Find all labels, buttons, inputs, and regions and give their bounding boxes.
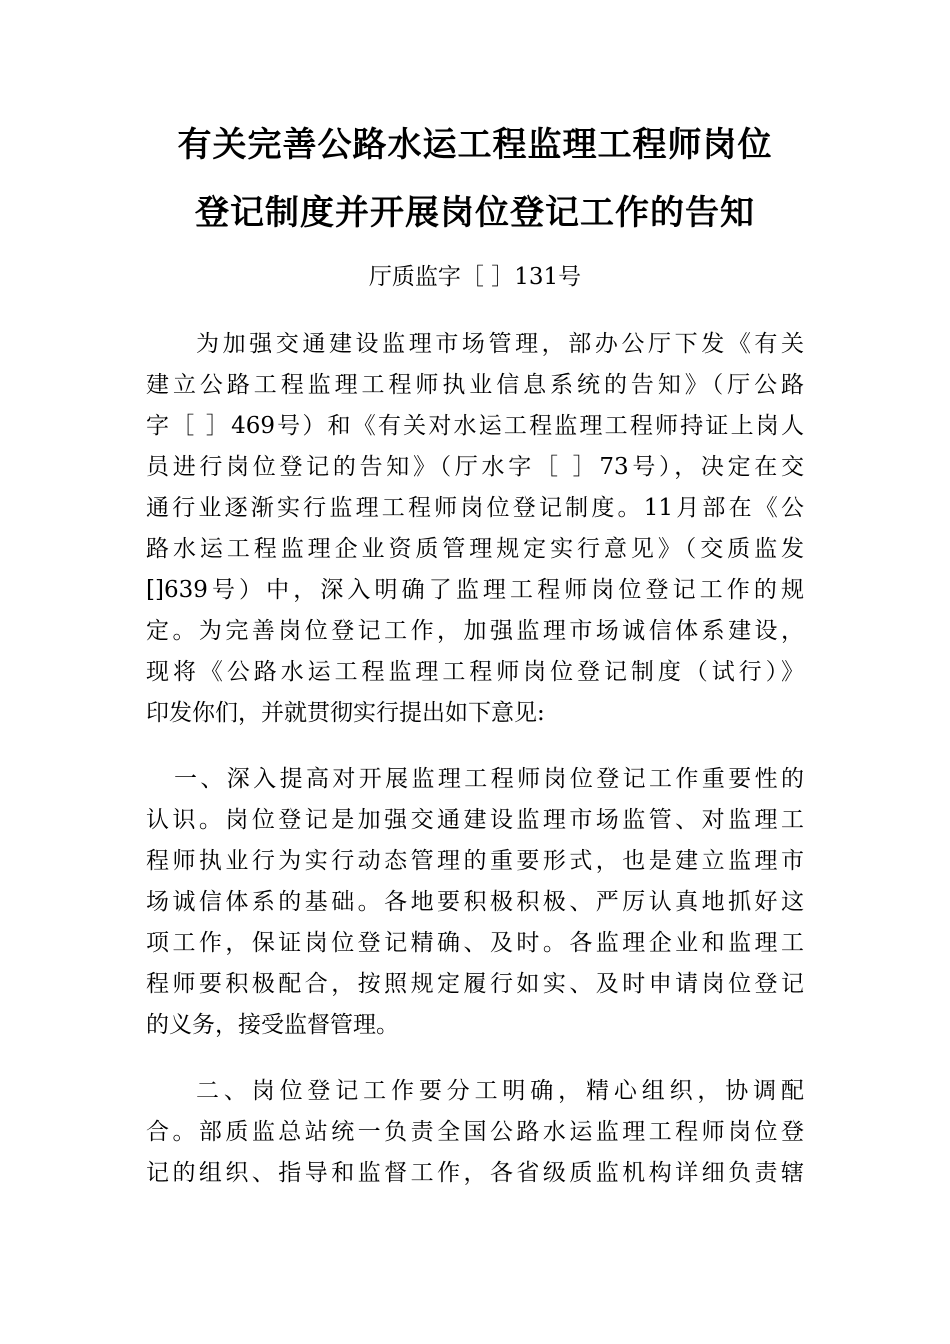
paragraph-2-line-6: 程师要积极配合，按照规定履行如实、及时申请岗位登记 [146, 971, 804, 997]
paragraph-2-line-4: 场诚信体系的基础。各地要积极积极、严厉认真地抓好这 [146, 889, 804, 915]
paragraph-1-line-7: []639号）中，深入明确了监理工程师岗位登记工作的规 [146, 577, 804, 603]
paragraph-1-line-4: 员进行岗位登记的告知》（厅水字［ ］73号），决定在交 [146, 454, 804, 480]
paragraph-3-line-1: 二、岗位登记工作要分工明确，精心组织，协调配 [196, 1078, 804, 1104]
paragraph-2-line-1: 一、深入提高对开展监理工程师岗位登记工作重要性的 [174, 766, 804, 792]
paragraph-1-line-3: 字［ ］469号）和《有关对水运工程监理工程师持证上岗人 [146, 413, 804, 439]
paragraph-1-line-1: 为加强交通建设监理市场管理，部办公厅下发《有关 [196, 331, 804, 357]
document-title-line-1: 有关完善公路水运工程监理工程师岗位 [177, 125, 773, 165]
paragraph-2-line-7: 的义务，接受监督管理。 [146, 1012, 399, 1038]
paragraph-1-line-10: 印发你们，并就贯彻实行提出如下意见: [146, 700, 545, 726]
paragraph-2-line-5: 项工作，保证岗位登记精确、及时。各监理企业和监理工 [146, 930, 804, 956]
paragraph-3-line-3: 记的组织、指导和监督工作，各省级质监机构详细负责辖 [146, 1160, 804, 1186]
paragraph-2-line-2: 认识。岗位登记是加强交通建设监理市场监管、对监理工 [146, 807, 804, 833]
paragraph-2-line-3: 程师执业行为实行动态管理的重要形式，也是建立监理市 [146, 848, 804, 874]
document-title-line-2: 登记制度并开展岗位登记工作的告知 [195, 193, 755, 233]
paragraph-1-line-9: 现将《公路水运工程监理工程师岗位登记制度（试行）》 [146, 659, 804, 685]
document-number: 厅质监字［ ］131号 [368, 264, 582, 290]
paragraph-1-line-5: 通行业逐渐实行监理工程师岗位登记制度。11月部在《公 [146, 495, 804, 521]
paragraph-1-line-6: 路水运工程监理企业资质管理规定实行意见》（交质监发 [146, 536, 804, 562]
paragraph-1-line-8: 定。为完善岗位登记工作，加强监理市场诚信体系建设， [146, 618, 804, 644]
paragraph-3-line-2: 合。部质监总站统一负责全国公路水运监理工程师岗位登 [146, 1119, 804, 1145]
paragraph-1-line-2: 建立公路工程监理工程师执业信息系统的告知》（厅公路 [146, 372, 804, 398]
